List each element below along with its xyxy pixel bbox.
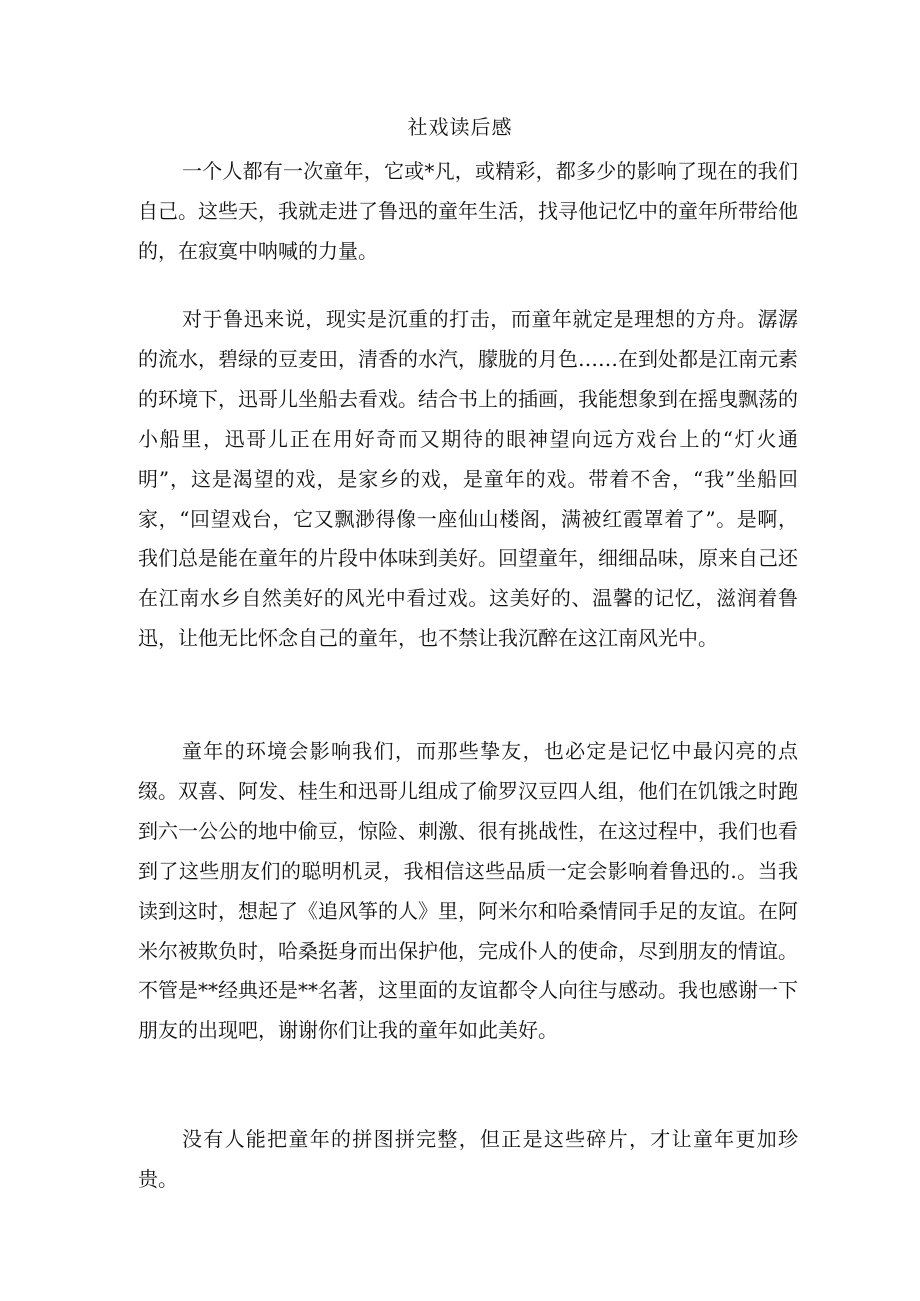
paragraph-1: 一个人都有一次童年，它或*凡，或精彩，都多少的影响了现在的我们自己。这些天，我就走进了鲁迅的童年生活，找寻他记忆中的童年所带给他的，在寂寞中呐喊的力量。 (138, 159, 798, 263)
paragraph-4: 没有人能把童年的拼图拼完整，但正是这些碎片，才让童年更加珍贵。 (138, 1127, 798, 1191)
paragraph-2: 对于鲁迅来说，现实是沉重的打击，而童年就定是理想的方舟。潺潺的流水，碧绿的豆麦田，清香的水汽，朦胧的月色……在到处都是江南元素的环境下，迅哥儿坐船去看戏。结合书上的插画，我能想象到在摇曳飘荡的小船里，迅哥儿正在用好奇而又期待的眼神望向远方戏台上的“灯火通明”，这是渴望的戏，是家乡的戏，是童年的戏。带着不舍，“我”坐船回家，“回望戏台，它又飘渺得像一座仙山楼阁，满被红霞罩着了”。是啊，我们总是能在童年的片段中体味到美好。回望童年，细细品味，原来自己还在江南水乡自然美好的风光中看过戏。这美好的、温馨的记忆，滋润着鲁迅，让他无比怀念自己的童年，也不禁让我沉醉在这江南风光中。 (138, 307, 798, 651)
paragraph-3: 童年的环境会影响我们，而那些挚友，也必定是记忆中最闪亮的点缀。双喜、阿发、桂生和迅哥儿组成了偷罗汉豆四人组，他们在饥饿之时跑到六一公公的地中偷豆，惊险、刺激、很有挑战性，在这过程中，我们也看到了这些朋友们的聪明机灵，我相信这些品质一定会影响着鲁迅的.。当我读到这时，想起了《追风筝的人》里，阿米尔和哈桑情同手足的友谊。在阿米尔被欺负时，哈桑挺身而出保护他，完成仆人的使命，尽到朋友的情谊。不管是**经典还是**名著，这里面的友谊都令人向往与感动。我也感谢一下朋友的出现吧，谢谢你们让我的童年如此美好。 (138, 739, 798, 1043)
document-title: 社戏读后感 (407, 115, 513, 139)
